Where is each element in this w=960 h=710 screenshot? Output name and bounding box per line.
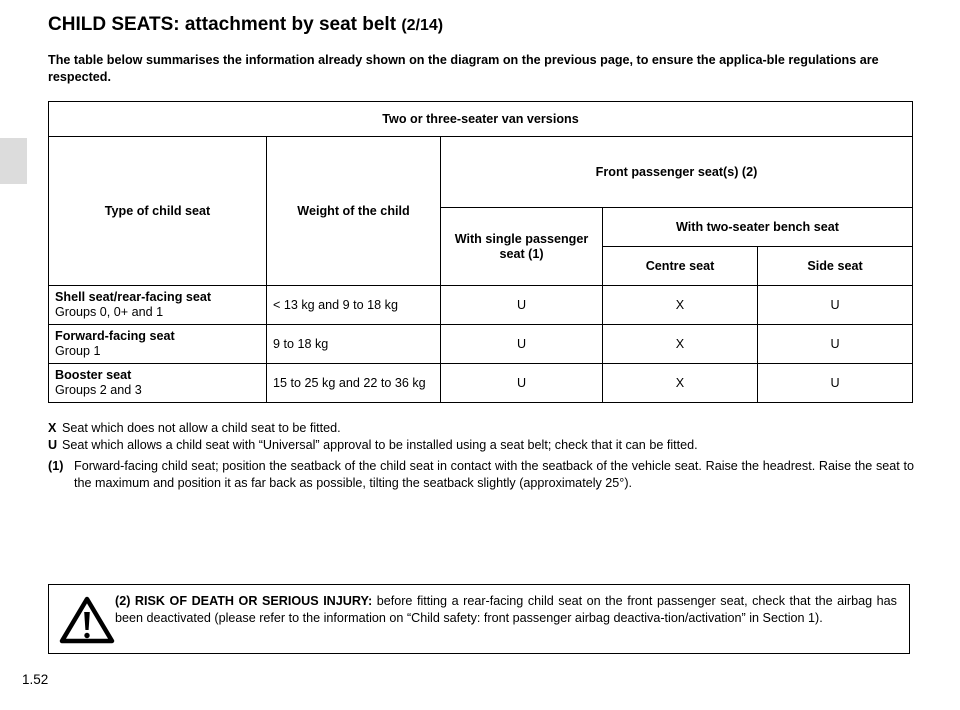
col-header-weight: Weight of the child [267,137,441,286]
footnote-1 [48,458,914,492]
legend-u [48,437,914,454]
seat-type-group: Groups 2 and 3 [55,383,142,397]
legend-x-text: Seat which does not allow a child seat to be fitted. [62,421,341,435]
intro-paragraph: The table below summarises the information already shown on the diagram on the previous page, to ensure the applica-ble regulations are respected. [48,53,879,84]
centre-seat-cell: X [603,364,758,403]
seat-type-group: Groups 0, 0+ and 1 [55,305,164,319]
table-row [49,364,913,403]
legend-x [48,420,914,437]
seat-type-name: Booster seat [55,368,132,382]
footnote-1-text: Forward-facing child seat; position the seatback of the child seat in contact with the seatback of the vehicle seat. Raise the headrest. Raise the seat to the maximum and position it as far back as possible, tilting the seatback slightly (approximately 25°). [74,459,914,490]
page-title [48,14,443,36]
centre-seat-cell: X [603,286,758,325]
col-header-front: Front passenger seat(s) (2) [441,137,913,208]
warning-body: before fitting a rear-facing child seat on the front passenger seat, check that the airbag has been deactivated (please refer to the information on “Child safety: front passenger airbag deactiva-tion/activation” in Section 1). [115,594,897,625]
warning-lead: (2) RISK OF DEATH OR SERIOUS INJURY: [115,594,373,608]
seat-type-cell [49,364,267,403]
warning-text [115,593,897,627]
seat-type-name: Forward-facing seat [55,329,175,343]
table-banner: Two or three-seater van versions [49,102,913,137]
col-header-side: Side seat [758,247,913,286]
weight-cell: < 13 kg and 9 to 18 kg [267,286,441,325]
legend-notes [48,420,914,505]
centre-seat-cell: X [603,325,758,364]
weight-cell: 15 to 25 kg and 22 to 36 kg [267,364,441,403]
seat-type-cell [49,325,267,364]
page-number: 1.52 [22,672,49,687]
legend-u-key: U [48,438,58,452]
warning-box [48,584,910,654]
col-header-type: Type of child seat [49,137,267,286]
legend-x-key: X [48,421,57,435]
single-seat-cell: U [441,286,603,325]
side-seat-cell: U [758,364,913,403]
seat-type-name: Shell seat/rear-facing seat [55,290,212,304]
page-title-part: (2/14) [401,17,444,34]
section-tab-marker [0,138,27,184]
table-row [49,286,913,325]
table-header-row [49,137,913,208]
seat-type-cell [49,286,267,325]
footnote-1-key: (1) [48,459,64,473]
seat-type-group: Group 1 [55,344,101,358]
single-seat-cell: U [441,325,603,364]
table-row [49,325,913,364]
weight-cell: 9 to 18 kg [267,325,441,364]
single-seat-cell: U [441,364,603,403]
warning-triangle-icon [59,595,115,645]
side-seat-cell: U [758,325,913,364]
legend-u-text: Seat which allows a child seat with “Universal” approval to be installed using a seat belt; check that it can be fitted. [62,438,698,452]
side-seat-cell: U [758,286,913,325]
child-seat-table [48,101,913,403]
page-title-text: CHILD SEATS: attachment by seat belt [48,14,397,35]
col-header-bench: With two-seater bench seat [603,208,913,247]
col-header-single: With single passenger seat (1) [441,208,603,286]
col-header-centre: Centre seat [603,247,758,286]
table-banner-row [49,102,913,137]
